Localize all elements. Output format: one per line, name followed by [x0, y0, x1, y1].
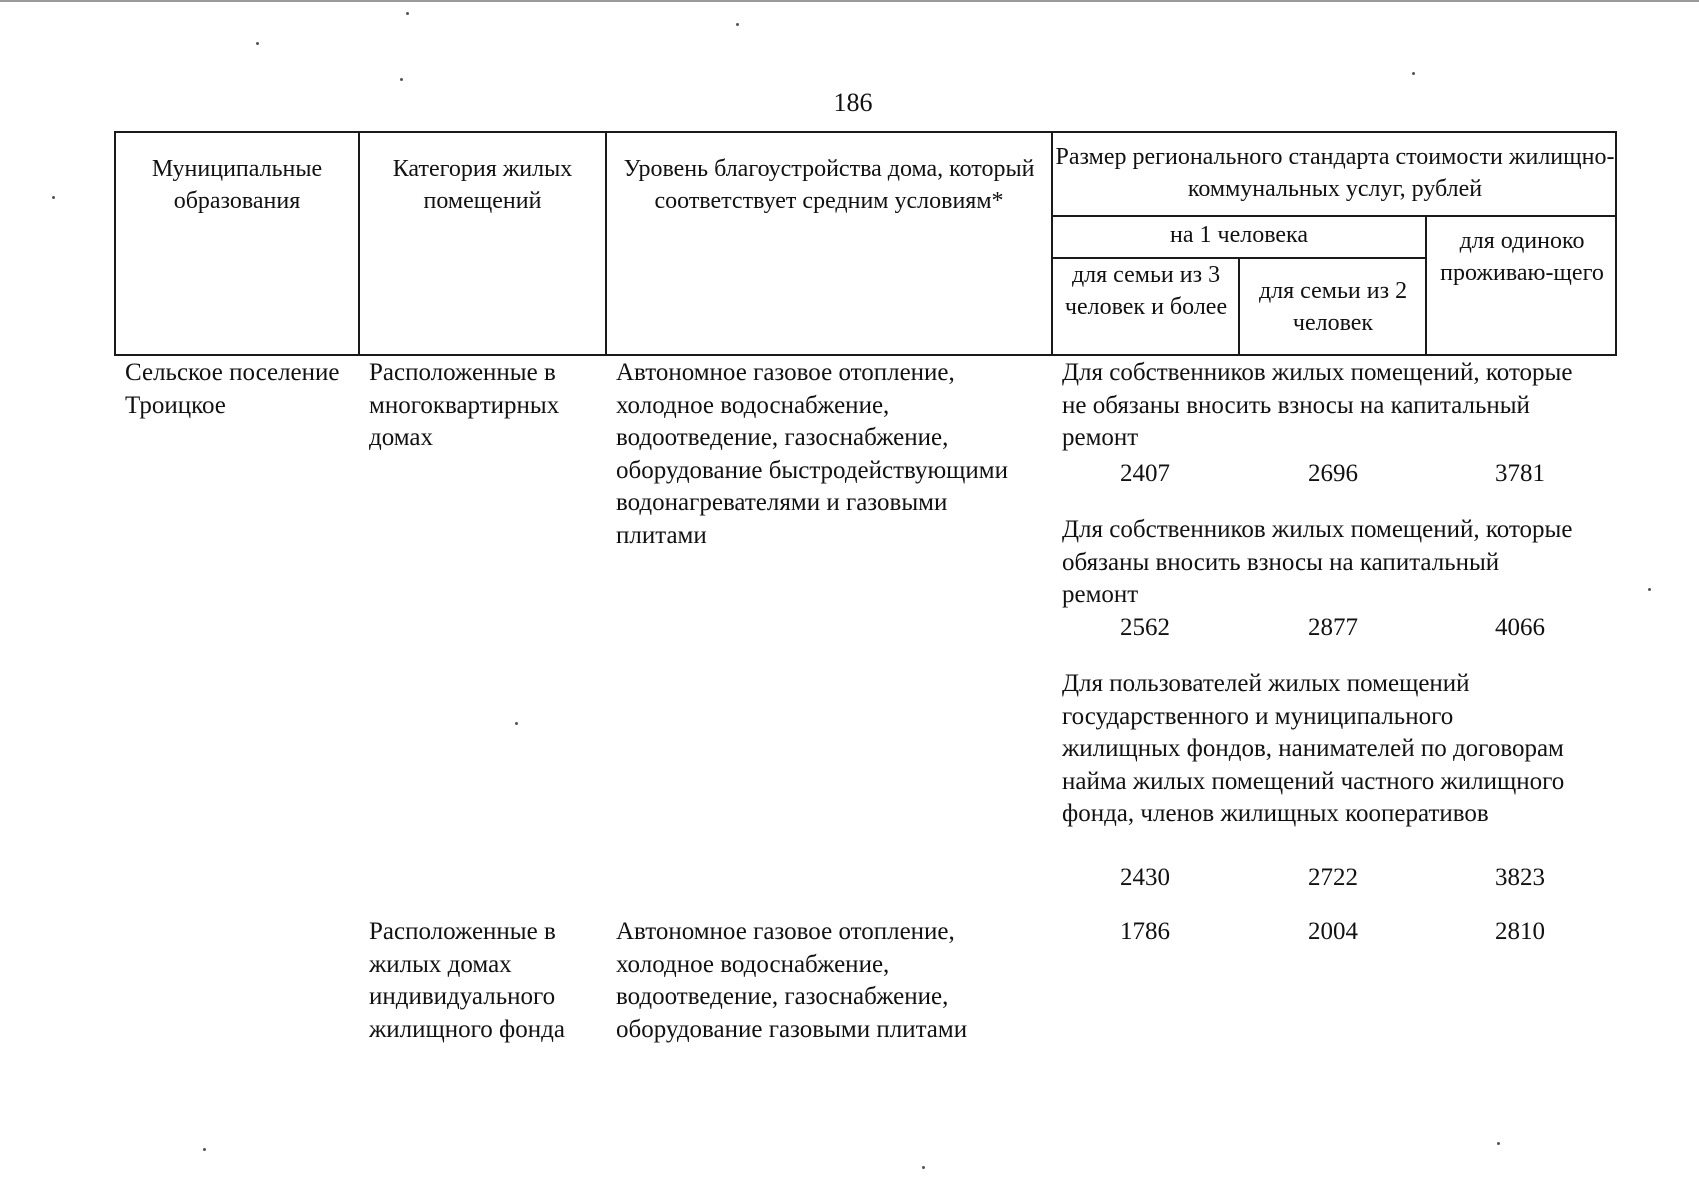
category-individual-houses: Расположенные в жилых домах индивидуального жилищного фонда	[369, 918, 565, 1043]
scan-speck	[1497, 1142, 1500, 1145]
value-family3: 2407	[1120, 460, 1170, 487]
value-family3: 2562	[1120, 614, 1170, 641]
municipality-name: Сельское поселение Троицкое	[125, 359, 340, 419]
scan-speck	[400, 78, 403, 81]
header-family-3: для семьи из 3 человек и более	[1064, 262, 1228, 320]
value-single: 3781	[1495, 460, 1545, 487]
scan-speck	[515, 722, 518, 725]
group-label-no-capital-repair: Для собственников жилых помещений, которые не обязаны вносить взносы на капитальный ремонт	[1062, 359, 1573, 451]
header-category: Категория жилых помещений	[392, 156, 573, 214]
category-apartment-buildings: Расположенные в многоквартирных домах	[369, 359, 560, 451]
header-level: Уровень благоустройства дома, который соответствует средним условиям*	[623, 156, 1035, 214]
column-divider	[1238, 257, 1240, 356]
scan-speck	[736, 23, 739, 26]
scan-speck	[1648, 588, 1651, 591]
group-label-tenants: Для пользователей жилых помещений государственного и муниципального жилищных фондов, нанимателей по договорам найма жилых помещений частного жилищного фонда, членов жилищных кооперативов	[1062, 670, 1565, 827]
header-per-person: на 1 человека	[1170, 222, 1308, 248]
page-number: 186	[833, 88, 873, 117]
amenity-level-apartments: Автономное газовое отопление, холодное водоснабжение, водоотведение, газоснабжение, оборудование быстродействующими водонагревателями и газовыми плитами	[616, 359, 1009, 549]
value-family3: 2430	[1120, 864, 1170, 891]
value-family2: 2696	[1308, 460, 1358, 487]
row-divider	[1051, 215, 1617, 217]
scan-speck	[256, 42, 259, 45]
amenity-level-individual: Автономное газовое отопление, холодное водоснабжение, водоотведение, газоснабжение, оборудование газовыми плитами	[616, 918, 968, 1043]
scan-speck	[203, 1148, 206, 1151]
scan-speck	[406, 12, 409, 15]
scan-speck	[922, 1166, 925, 1169]
value-family2: 2004	[1308, 918, 1358, 945]
value-family3: 1786	[1120, 918, 1170, 945]
table-header	[114, 131, 1617, 356]
group-label-capital-repair: Для собственников жилых помещений, которые обязаны вносить взносы на капитальный ремонт	[1062, 516, 1573, 608]
scan-speck	[52, 196, 55, 199]
value-family2: 2877	[1308, 614, 1358, 641]
header-single: для одиноко проживаю-щего	[1440, 228, 1604, 286]
value-single: 3823	[1495, 864, 1545, 891]
scan-top-edge	[0, 0, 1699, 2]
header-standard-size: Размер регионального стандарта стоимости жилищно-коммунальных услуг, рублей	[1055, 144, 1615, 202]
value-family2: 2722	[1308, 864, 1358, 891]
value-single: 4066	[1495, 614, 1545, 641]
scan-speck	[1412, 72, 1415, 75]
header-municipalities: Муниципальные образования	[151, 156, 323, 214]
value-single: 2810	[1495, 918, 1545, 945]
header-family-2: для семьи из 2 человек	[1258, 278, 1408, 336]
